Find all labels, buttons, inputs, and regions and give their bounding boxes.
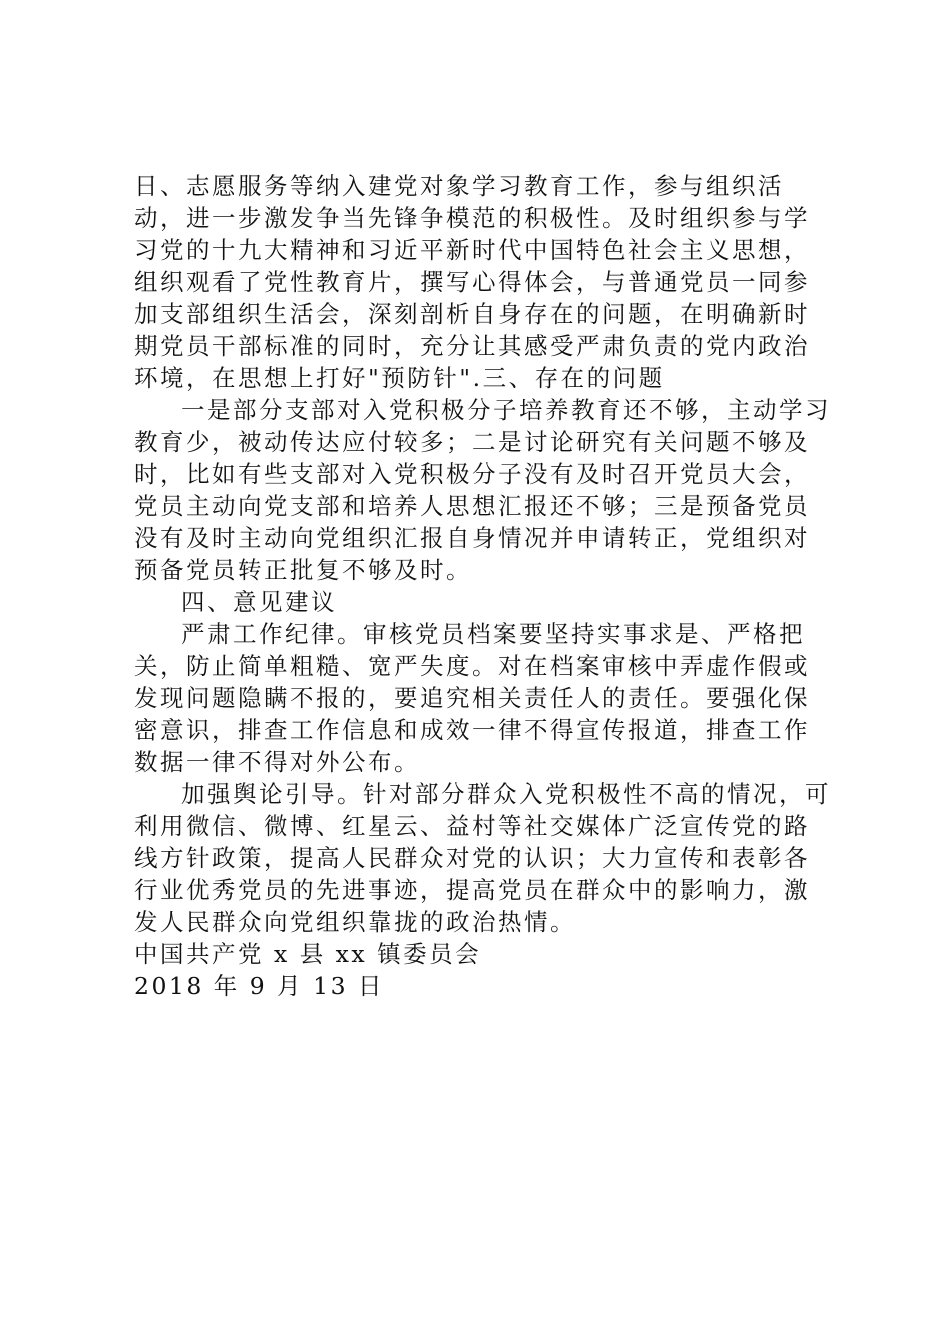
document-date: 2018 年 9 月 13 日 [134,972,385,1000]
paragraph-problems: 一是部分支部对入党积极分子培养教育还不够，主动学习教育少，被动传达应付较多；二是讨论研究有关问题不够及时，比如有些支部对入党积极分子没有及时召开党员大会，党员主动向党支部和培养人思想汇报还不够；三是预备党员没有及时主动向党组织汇报自身情况并申请转正，党组织对预备党员转正批复不够及时。 [134,396,831,584]
paragraph-continuation: 日、志愿服务等纳入建党对象学习教育工作，参与组织活动，进一步激发争当先锋争模范的积极性。及时组织参与学习党的十九大精神和习近平新时代中国特色社会主义思想，组织观看了党性教育片，撰写心得体会，与普通党员一同参加支部组织生活会，深刻剖析自身存在的问题，在明确新时期党员干部标准的同时，充分让其感受严肃负责的党内政治环境，在思想上打好"预防针".三、存在的问题 [134,172,810,392]
document-body [134,170,834,1002]
section-heading-suggestions: 四、意见建议 [181,588,337,616]
signature: 中国共产党 x 县 xx 镇委员会 [134,940,482,968]
paragraph-public-opinion: 加强舆论引导。针对部分群众入党积极性不高的情况，可利用微信、微博、红星云、益村等社交媒体广泛宣传党的路线方针政策，提高人民群众对党的认识；大力宣传和表彰各行业优秀党员的先进事迹，提高党员在群众中的影响力，激发人民群众向党组织靠拢的政治热情。 [134,780,831,936]
paragraph-discipline: 严肃工作纪律。审核党员档案要坚持实事求是、严格把关，防止简单粗糙、宽严失度。对在档案审核中弄虚作假或发现问题隐瞒不报的，要追究相关责任人的责任。要强化保密意识，排查工作信息和成效一律不得宣传报道，排查工作数据一律不得对外公布。 [134,620,810,776]
